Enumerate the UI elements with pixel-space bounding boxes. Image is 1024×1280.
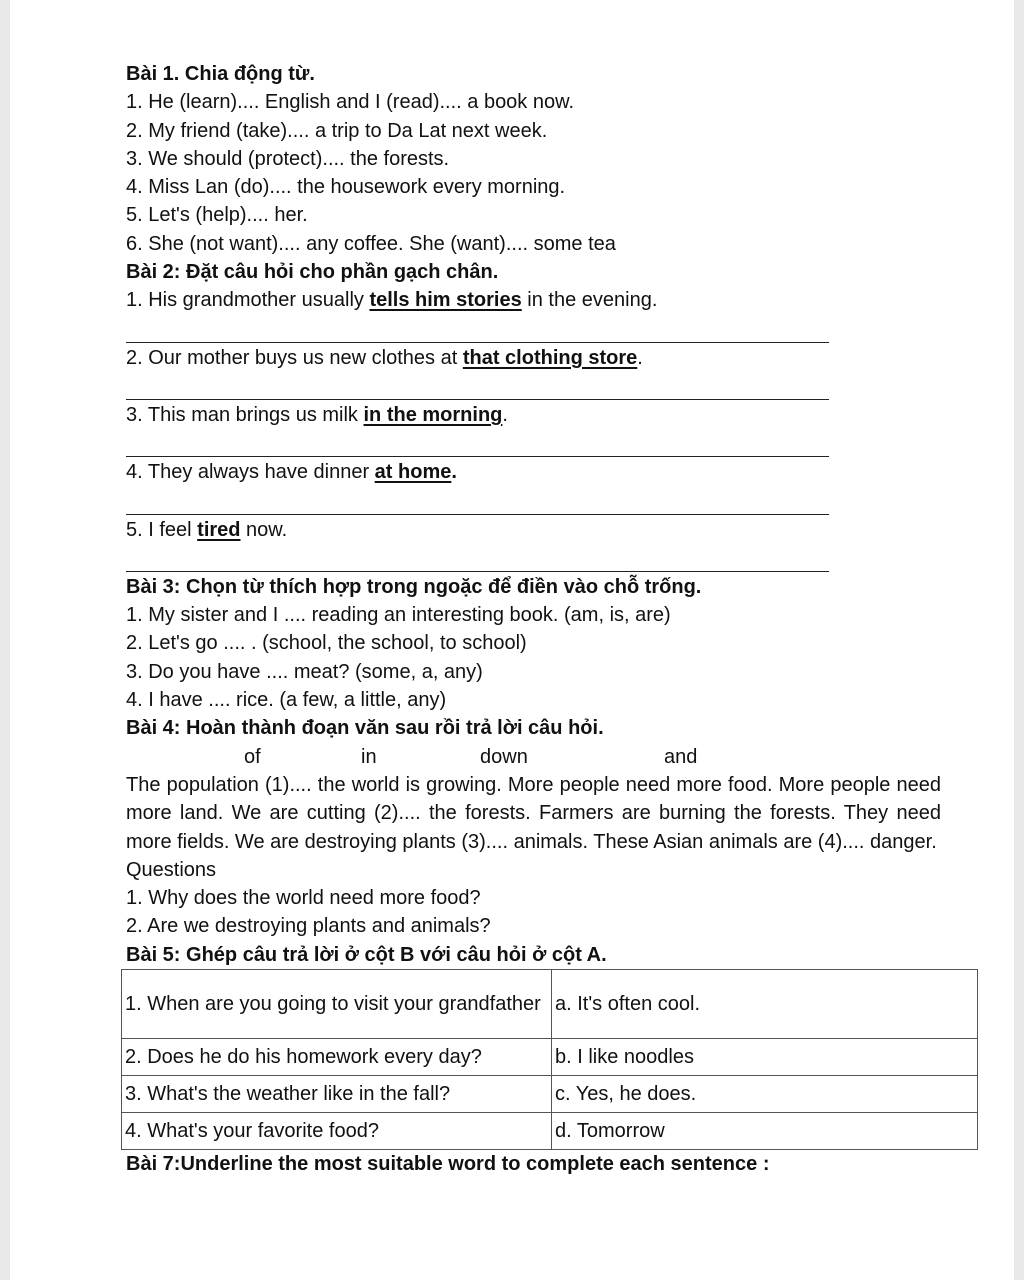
ex2-item-text: 3. This man brings us milk [126, 403, 364, 426]
underlined-phrase: in the morning [363, 403, 503, 426]
ex2-item-text: in the evening. [521, 289, 658, 312]
ex2-title: Bài 2: Đặt câu hỏi cho phần gạch chân. [126, 261, 499, 284]
word-bank-item: and [664, 745, 698, 768]
underlined-phrase: that clothing store [462, 346, 638, 369]
table-row [122, 970, 978, 1039]
underlined-phrase: tells him stories [369, 289, 522, 312]
questions-label: Questions [126, 858, 217, 881]
ex2-item-text: . [502, 403, 508, 426]
underlined-phrase: tired [197, 518, 241, 541]
answer-line[interactable] [126, 487, 829, 515]
answer-line[interactable] [126, 544, 829, 572]
table-row [122, 1076, 978, 1113]
ex2-item [126, 401, 956, 429]
matching-table [121, 969, 978, 1150]
ex2-item [126, 344, 956, 372]
column-a-cell: 3. What's the weather like in the fall? [122, 1076, 552, 1113]
ex3-item: 4. I have .... rice. (a few, a little, any) [126, 689, 447, 712]
passage: The population (1).... the world is growing. More people need more food. More people need more land. We are cutting (2).... the forests. Farmers are burning the forests. They need more fields. We are destroying plants (3).... animals. These Asian animals are (4).... danger. [126, 773, 941, 853]
column-b-cell: c. Yes, he does. [552, 1076, 978, 1113]
ex1-title: Bài 1. Chia động từ. [126, 63, 315, 85]
worksheet-content [126, 60, 956, 1178]
column-a-cell: 1. When are you going to visit your grandfather [122, 970, 552, 1039]
ex2-item [126, 286, 956, 314]
ex3-item: 1. My sister and I .... reading an interesting book. (am, is, are) [126, 604, 671, 627]
ex3-item: 3. Do you have .... meat? (some, a, any) [126, 660, 483, 683]
ex2-item-text: now. [240, 518, 288, 541]
ex2-item-text: 4. They always have dinner [126, 461, 375, 484]
question-item: 2. Are we destroying plants and animals? [126, 915, 491, 938]
word-bank-item: of [244, 745, 261, 768]
column-a-cell: 4. What's your favorite food? [122, 1113, 552, 1150]
ex2-item-text: 1. His grandmother usually [126, 289, 370, 312]
answer-line[interactable] [126, 372, 829, 400]
column-b-cell: b. I like noodles [552, 1039, 978, 1076]
worksheet-page [10, 0, 1014, 1280]
ex3-item: 2. Let's go .... . (school, the school, to school) [126, 632, 527, 655]
ex2-item-text: 2. Our mother buys us new clothes at [126, 346, 463, 369]
ex2-item-text: 5. I feel [126, 518, 198, 541]
ex1-item: 4. Miss Lan (do).... the housework every morning. [126, 176, 566, 199]
ex1-item: 1. He (learn).... English and I (read).... a book now. [126, 91, 575, 114]
word-bank-item: down [480, 745, 528, 768]
answer-line[interactable] [126, 429, 829, 457]
word-bank [126, 743, 956, 771]
column-b-cell: d. Tomorrow [552, 1113, 978, 1150]
ex1-item: 6. She (not want).... any coffee. She (want).... some tea [126, 232, 616, 255]
ex3-title: Bài 3: Chọn từ thích hợp trong ngoặc để điền vào chỗ trống. [126, 575, 702, 598]
ex4-title: Bài 4: Hoàn thành đoạn văn sau rồi trả lời câu hỏi. [126, 717, 604, 740]
ex7-title: Bài 7:Underline the most suitable word to complete each sentence : [126, 1153, 770, 1176]
ex2-item [126, 458, 956, 486]
column-b-cell: a. It's often cool. [552, 970, 978, 1039]
word-bank-item: in [361, 745, 377, 768]
ex1-item: 5. Let's (help).... her. [126, 204, 308, 227]
table-row [122, 1113, 978, 1150]
ex2-item [126, 516, 956, 544]
ex1-item: 2. My friend (take).... a trip to Da Lat next week. [126, 119, 548, 142]
ex5-title: Bài 5: Ghép câu trả lời ở cột B với câu hỏi ở cột A. [126, 943, 607, 966]
answer-line[interactable] [126, 315, 829, 343]
ex2-item-text: . [451, 461, 457, 484]
question-item: 1. Why does the world need more food? [126, 887, 481, 910]
column-a-cell: 2. Does he do his homework every day? [122, 1039, 552, 1076]
underlined-phrase: at home [374, 461, 452, 484]
table-row [122, 1039, 978, 1076]
ex2-item-text: . [637, 346, 643, 369]
ex1-item: 3. We should (protect).... the forests. [126, 147, 450, 170]
